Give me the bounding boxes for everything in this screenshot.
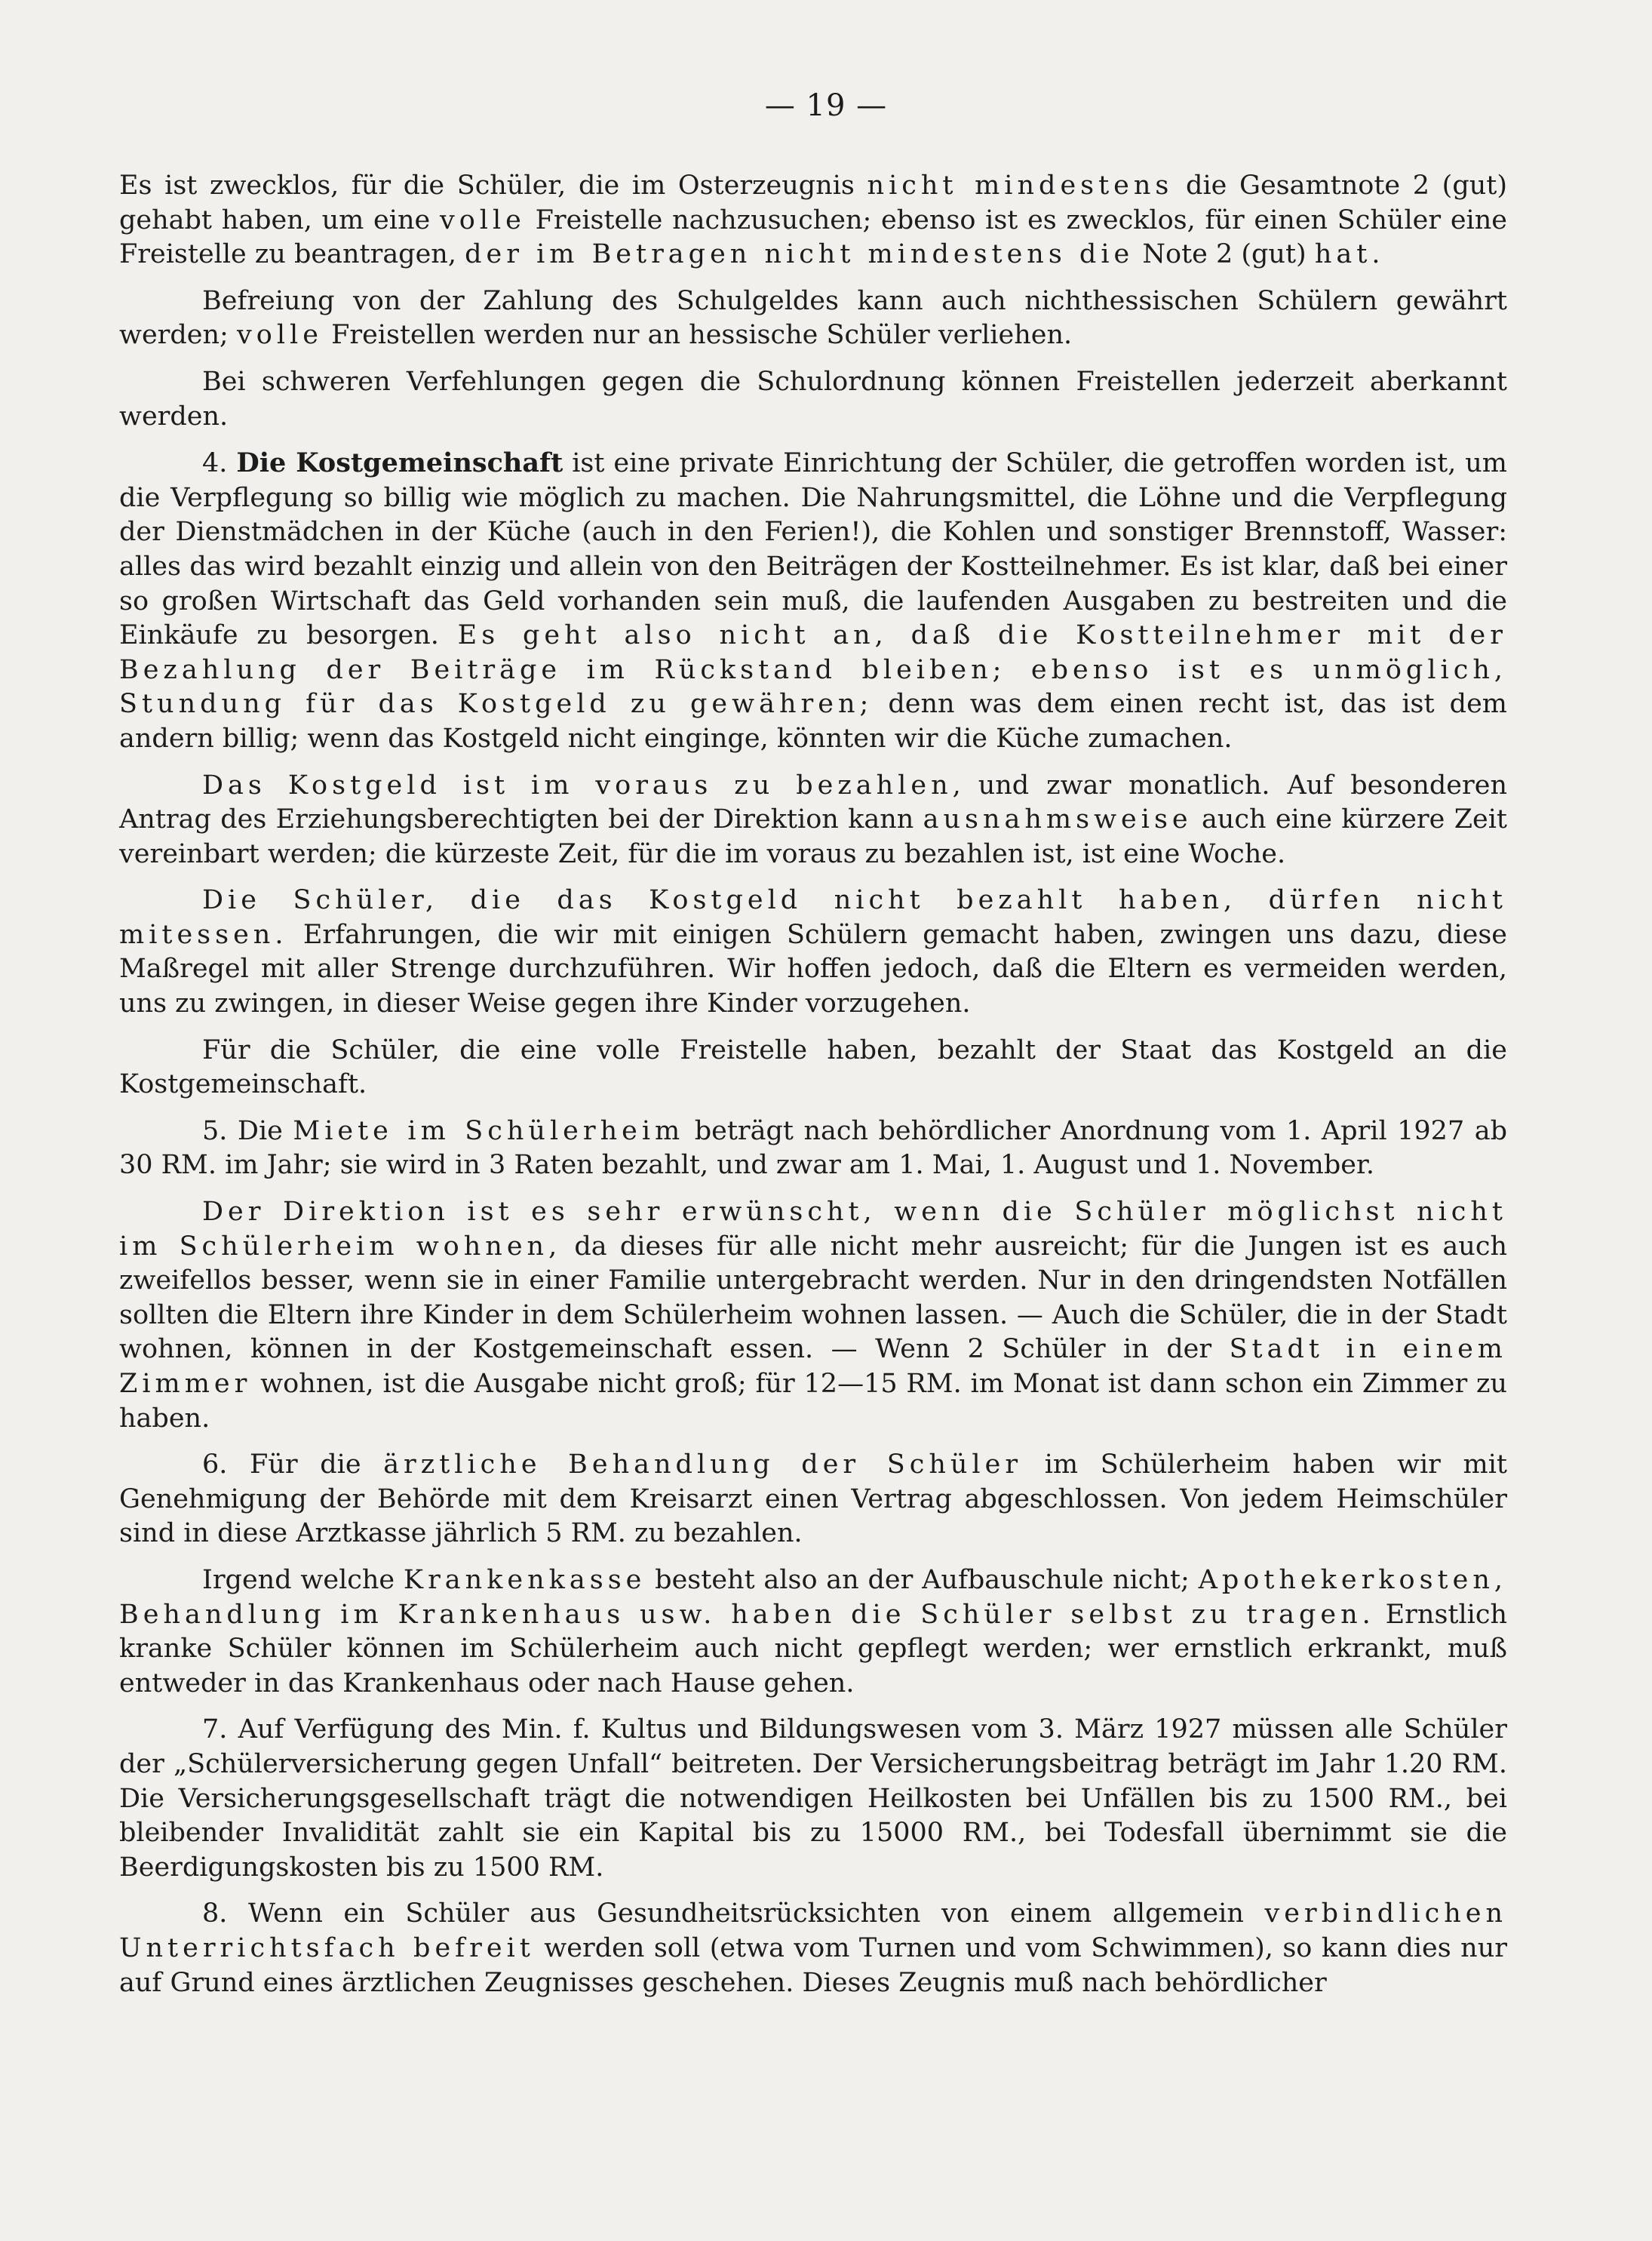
paragraph-rent: 5. Die Miete im Schülerheim beträgt nach behördlicher Anordnung vom 1. April 1927 ab 30 RM. im Jahr; sie wird in 3 Raten bezahlt, und zwar am 1. Mai, 1. August und 1. November. <box>119 1115 1507 1181</box>
spaced-emphasis: Der Direktion ist es sehr erwünscht, wenn die Schüler möglichst nicht im Schülerheim wohnen, <box>119 1197 1507 1262</box>
spaced-emphasis: ausnahmsweise <box>923 804 1193 835</box>
paragraph-subject-exemption: 8. Wenn ein Schüler aus Gesundheitsrücksichten von einem allgemein verbindlichen Unterrichtsfach befreit werden soll (etwa vom Turnen und vom Schwimmen), so kann dies nur auf Grund eines ärztlichen Zeugnisses geschehen. Dieses Zeugnis muß nach behördlicher <box>119 1898 1507 1998</box>
spaced-emphasis: Das Kostgeld ist im voraus zu bezahlen <box>202 770 953 801</box>
paragraph-housing: Der Direktion ist es sehr erwünscht, wenn die Schüler möglichst nicht im Schülerheim wohnen, da dieses für alle nicht mehr ausreicht; für die Jungen ist es auch zweifellos besser, wenn sie in einer Familie untergebracht werden. Nur in den dringendsten Notfällen sollten die Eltern ihre Kinder in dem Schülerheim wohnen lassen. — Auch die Schüler, die in der Stadt wohnen, können in der Kostgemeinschaft essen. — Wenn 2 Schüler in der Stadt in einem Zimmer wohnen, ist die Ausgabe nicht groß; für 12—15 RM. im Monat ist dann schon ein Zimmer zu haben. <box>119 1197 1507 1434</box>
section-heading: Die Kostgemeinschaft <box>236 447 563 479</box>
spaced-emphasis: Apothekerkosten, Behandlung im Krankenhaus usw. haben die Schüler selbst zu tragen. <box>119 1564 1507 1630</box>
spaced-emphasis: nicht mindestens <box>867 171 1174 201</box>
spaced-emphasis: der im Betragen nicht mindestens die <box>465 239 1135 270</box>
paragraph-free-places-grades: Es ist zwecklos, für die Schüler, die im Osterzeugnis nicht mindestens die Gesamtnote 2 (gut) gehabt haben, um eine volle Freistelle nachzusuchen; ebenso ist es zwecklos, für einen Schüler eine Freistelle zu beantragen, der im Betragen nicht mindestens die Note 2 (gut) hat. <box>119 171 1508 270</box>
spaced-emphasis: Miete im Schülerheim <box>293 1115 685 1146</box>
paragraph-revocation: Bei schweren Verfehlungen gegen die Schulordnung können Freistellen jederzeit aberkannt werden. <box>119 366 1507 432</box>
paragraph-accident-insurance: 7. Auf Verfügung des Min. f. Kultus und Bildungswesen vom 3. März 1927 müssen alle Schüler der „Schülerversicherung gegen Unfall“ beitreten. Der Versicherungsbeitrag beträgt im Jahr 1.20 RM. Die Versicherungsgesellschaft trägt die notwendigen Heilkosten bei Unfällen bis zu 1500 RM., bei bleibender Invalidität zahlt sie ein Kapital bis zu 15000 RM., bei Todesfall übernimmt sie die Beerdigungskosten bis zu 1500 RM. <box>119 1714 1507 1883</box>
spaced-emphasis: verbindlichen Unterrichtsfach befreit <box>119 1898 1507 1963</box>
paragraph-medical-care: 6. Für die ärztliche Behandlung der Schüler im Schülerheim haben wir mit Genehmigung der Behörde mit dem Kreisarzt einen Vertrag abgeschlossen. Von jedem Heimschüler sind in diese Arztkasse jährlich 5 RM. zu bezahlen. <box>119 1449 1507 1549</box>
paragraph-health-insurance: Irgend welche Krankenkasse besteht also an der Aufbauschule nicht; Apothekerkosten, Behandlung im Krankenhaus usw. haben die Schüler selbst zu tragen. Ernstlich kranke Schüler können im Schülerheim auch nicht gepflegt werden; wer ernstlich erkrankt, muß entweder in das Krankenhaus oder nach Hause gehen. <box>119 1564 1508 1698</box>
spaced-emphasis: Stadt in einem Zimmer <box>119 1334 1507 1399</box>
spaced-emphasis: ärztliche Behandlung der Schüler <box>383 1449 1023 1480</box>
spaced-emphasis: Krankenkasse <box>403 1564 646 1595</box>
spaced-emphasis: volle <box>439 204 526 235</box>
spaced-emphasis: volle <box>236 320 323 351</box>
paragraph-no-meal-unpaid: Die Schüler, die das Kostgeld nicht bezahlt haben, dürfen nicht mitessen. Erfahrungen, die wir mit einigen Schülern gemacht haben, zwingen uns dazu, diese Maßregel mit aller Strenge durchzuführen. Wir hoffen jedoch, daß die Eltern es vermeiden werden, uns zu zwingen, in dieser Weise gegen ihre Kinder vorzugehen. <box>119 885 1507 1019</box>
paragraph-state-pays: Für die Schüler, die eine volle Freistelle haben, bezahlt der Staat das Kostgeld an die Kostgemeinschaft. <box>119 1034 1507 1100</box>
spaced-emphasis: hat <box>1314 239 1372 270</box>
body-text <box>119 169 1507 2012</box>
page-number: — 19 — <box>764 88 888 123</box>
paragraph-fee-exemption: Befreiung von der Zahlung des Schulgeldes kann auch nichthessischen Schülern gewährt werden; volle Freistellen werden nur an hessische Schüler verliehen. <box>119 285 1507 351</box>
paragraph-kostgeld-advance: Das Kostgeld ist im voraus zu bezahlen, und zwar monatlich. Auf besonderen Antrag des Erziehungsberechtigten bei der Direktion kann ausnahmsweise auch eine kürzere Zeit vereinbart werden; die kürzeste Zeit, für die im voraus zu bezahlen ist, ist eine Woche. <box>119 770 1507 869</box>
paragraph-kostgemeinschaft: 4. Die Kostgemeinschaft ist eine private Einrichtung der Schüler, die getroffen worden ist, um die Verpflegung so billig wie möglich zu machen. Die Nahrungsmittel, die Löhne und die Verpflegung der Dienstmädchen in der Küche (auch in den Ferien!), die Kohlen und sonstiger Brennstoff, Wasser: alles das wird bezahlt einzig und allein von den Beiträgen der Kostteilnehmer. Es ist klar, daß bei einer so großen Wirtschaft das Geld vorhanden sein muß, die laufenden Ausgaben zu bestreiten und die Einkäufe zu besorgen. Es geht also nicht an, daß die Kostteilnehmer mit der Bezahlung der Beiträge im Rückstand bleiben; ebenso ist es unmöglich, Stundung für das Kostgeld zu gewähren; denn was dem einen recht ist, das ist dem andern billig; wenn das Kostgeld nicht einginge, könnten wir die Küche zumachen. <box>119 447 1507 754</box>
spaced-emphasis: Es geht also nicht an, daß die Kostteilnehmer mit der Bezahlung der Beiträge im Rückstand bleiben; ebenso ist es unmöglich, Stundung für das Kostgeld zu gewähren; <box>119 620 1507 720</box>
spaced-emphasis: Die Schüler, die das Kostgeld nicht bezahlt haben, dürfen nicht mitessen. <box>119 885 1507 950</box>
